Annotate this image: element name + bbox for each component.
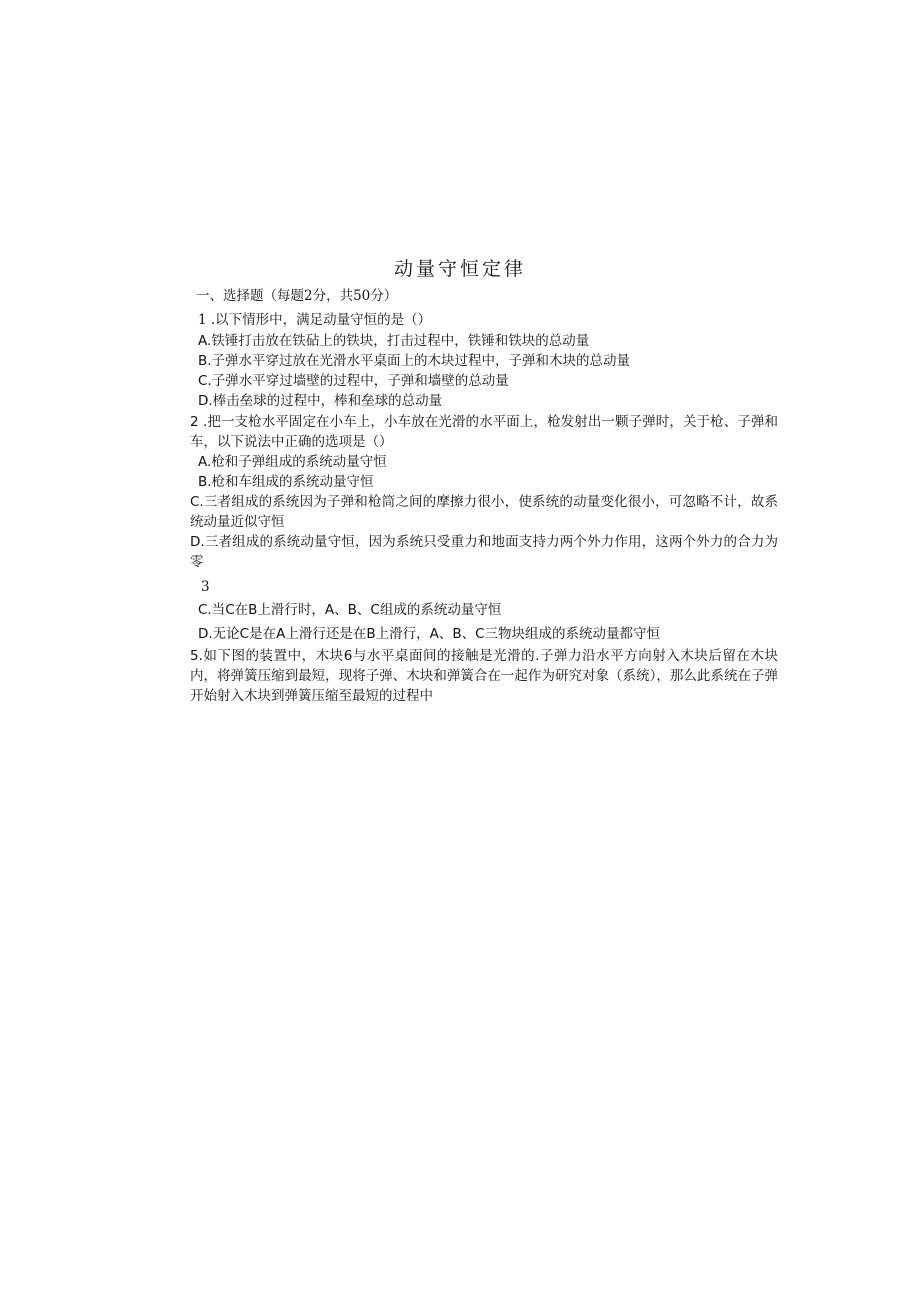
- question-2-option-a: A.枪和子弹组成的系统动量守恒: [198, 454, 387, 470]
- question-3-option-c: C.当C在B上滑行时，A、B、C组成的系统动量守恒: [198, 602, 502, 618]
- question-2-stem: 2 .把一支枪水平固定在小车上，小车放在光滑的水平面上，枪发射出一颗子弹时，关于枪、子弹和车，以下说法中正确的选项是（）: [190, 414, 778, 450]
- question-1-option-d: D.棒击垒球的过程中，棒和垒球的总动量: [198, 393, 443, 409]
- question-3-number: 3: [201, 579, 210, 595]
- question-1-stem: 1 .以下情形中，满足动量守恒的是（）: [198, 312, 432, 328]
- question-2-option-c: C.三者组成的系统因为子弹和枪筒之间的摩擦力很小，使系统的动量变化很小，可忽略不计，故系统动量近似守恒: [190, 494, 778, 530]
- question-1-option-b: B.子弹水平穿过放在光滑水平桌面上的木块过程中，子弹和木块的总动量: [198, 353, 631, 369]
- question-5-stem: 5.如下图的装置中，木块6与水平桌面间的接触是光滑的.子弹力沿水平方向射入木块后留在木块内，将弹簧压缩到最短，现将子弹、木块和弹簧合在一起作为研究对象（系统），那么此系统在子弹开始射入木块到弹簧压缩至最短的过程中: [190, 648, 778, 704]
- section-heading: 一、选择题（每题2分，共50分）: [196, 288, 398, 304]
- question-2-option-b: B.枪和车组成的系统动量守恒: [198, 474, 374, 490]
- document-title: 动量守恒定律: [393, 258, 526, 280]
- question-1-option-c: C.子弹水平穿过墙壁的过程中，子弹和墙壁的总动量: [198, 373, 509, 389]
- question-1-option-a: A.铁锤打击放在铁砧上的铁块，打击过程中，铁锤和铁块的总动量: [198, 333, 590, 349]
- question-2-option-d: D.三者组成的系统动量守恒，因为系统只受重力和地面支持力两个外力作用，这两个外力的合力为零: [190, 534, 778, 570]
- question-3-option-d: D.无论C是在A上滑行还是在B上滑行，A、B、C三物块组成的系统动量都守恒: [198, 626, 661, 642]
